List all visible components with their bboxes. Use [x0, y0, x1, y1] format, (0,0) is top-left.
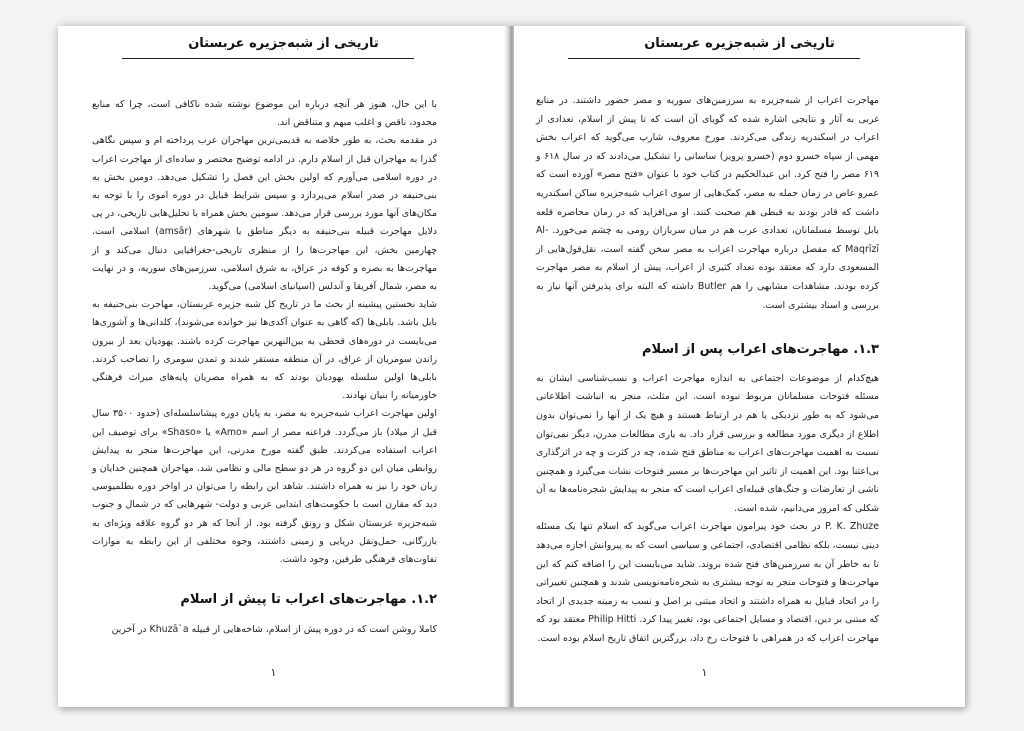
paragraph: کاملا روشن است که در دوره پیش از اسلام، شاخه‌هایی از قبیله Khuzā`a در آخرین — [111, 624, 437, 636]
section-heading: ۱.۳. مهاجرت‌های اعراب پس از اسلام — [641, 342, 879, 358]
section-heading: ۱.۲. مهاجرت‌های اعراب تا پیش از اسلام — [180, 592, 437, 608]
running-head: تاریخی از شبه‌جزیره عربستان — [188, 36, 379, 51]
left-page — [58, 26, 509, 707]
page-number: ۱ — [270, 666, 277, 679]
running-head: تاریخی از شبه‌جزیره عربستان — [644, 36, 835, 51]
page-number: ۱ — [701, 666, 708, 679]
paragraph: مهاجرت اعراب از شبه‌جزیره به سرزمین‌های سوریه و مصر حضور داشتند. در منابع غربی به آثار و نتایجی اشاره شده که گویای آن است که تا پیش از اسلام، تعدادی از اعراب در اسکندریه زندگی می‌کردند. مورخ معروف، شارپ می‌گوید که اعراب بخش مهمی از سپاه خسرو دوم (خسرو پرویز) ساسانی را تشکیل می‌دادند که در سال ۶۱۸ و ۶۱۹ مصر را فتح کرد. ابن عبدالحکیم در کتاب خود با عنوان «فتح مصر» آورده است که عمرو عاص در زمان حمله به مصر، کمک‌هایی از سوی اعراب شبه‌جزیره ساکن اسکندریه داشت که قادر بودند به قبطی هم صحبت کنند. او می‌افزاید که در زمان محاصره قلعه بابل توسط مسلمانان، تعدادی عرب هم در میان سربازان رومی به چشم می‌خورد. Al-Maqrīzī که مفصل درباره مهاجرت اعراب به مصر سخن گفته است، نقل‌قول‌هایی از المسعودی دارد که معتقد بوده تعداد کثیری از اعراب، پیش از اسلام به مصر مهاجرت کرده بودند. مشاهدات مشابهی را هم Butler داشته که البته برای پذیرفتن آنها نیاز به بررسی و اسناد بیشتری است. — [536, 95, 879, 311]
header-rule — [568, 58, 860, 59]
book-spread — [58, 26, 965, 707]
page-body — [536, 92, 879, 649]
page-body — [92, 96, 437, 640]
paragraph: هیچ‌کدام از موضوعات اجتماعی به اندازه مهاجرت اعراب و نسب‌شناسی ایشان به مسئله فتوحات مسلمانان مربوط نبوده است. این مثلث، منجر به انباشت اطلاعاتی می‌شود که به طور نزدیکی با هم در ارتباط هستند و هیچ یک از آنها را نمی‌توان بدون اطلاع از دیگری مورد مطالعه و بررسی قرار داد. به یاری مطالعات مدرن، دیگر نمی‌توان نسبت به اهمیت مهاجرت‌های اعراب به مناطق فتح شده، چه در کثرت و چه در اثرگذاری بی‌اعتنا بود. این اهمیت از تاثیر این مهاجرت‌ها بر مسیر فتوحات نشات می‌گیرد و همچنین ناشی از تعارضات و جنگ‌های قبیله‌ای اعراب است که منجر به پیدایش شجره‌نامه‌ها به آن شکلی که امروز می‌دانیم، شده است. — [536, 372, 879, 514]
right-page — [514, 26, 965, 707]
paragraph: در مقدمه بحث، به طور خلاصه به قدیمی‌ترین مهاجران عرب پرداخته ام و سپس نگاهی گذرا به مهاجران قبل از اسلام دارم. در ادامه توضیح مختصر و ساده‌ای از مهاجرت اعراب در دوره اسلامی می‌آورم که اولین بخش این فصل را تشکیل می‌دهد. دومین بخش به بنی‌حنیفه در صدر اسلام می‌پردازد و سپس شرایط قبایل در دوره اموی را با توجه به مکان‌های آنها مورد بررسی قرار می‌دهد. سومین بخش همراه با تحلیل‌هایی تاریخی، در پی دلایل مهاجرت قبیله بنی‌حنیفه به دیگر مناطق یا شهرهای (amsār) اسلامی است. چهارمین بخش، این مهاجرت‌ها را از منظری تاریخی-جغرافیایی دنبال می‌کند و از مهاجرت‌ها به بصره و کوفه در عراق، به شرق اسلامی، سرزمین‌های سوریه، و در نهایت به مصر، شمال آفریقا و آندلس (اسپانیای اسلامی) می‌گوید. — [92, 135, 438, 293]
paragraph: اولین مهاجرت اعراب شبه‌جزیره به مصر، به پایان دوره پیشاسلسله‌ای (حدود ۳۵۰۰ سال قبل از میلاد) باز می‌گردد. فراعنه مصر از اسم «Amo» یا «Shaso» برای توصیف این اعراب استفاده می‌کردند. طبق گفته مورخ مدرنی، این مهاجرت‌ها منجر به پیدایش روابطی میان این دو گروه در هر دو سطح مالی و نظامی شد. مهاجران همچنین خدایان و زبان خود را نیز به همراه داشتند. شاهد این رابطه را می‌توان در اواخر دوره بطلمیوسی دید که مقارن است با حکومت‌های ابتدایی عربی و دولت- شهرهایی که در شمال و جنوب شبه‌جزیره عربستان شکل و رونق گرفته بود. از آنجا که هر دو گروه علاقه ویژه‌ای به بازرگانی، حمل‌ونقل دریایی و زمینی داشتند، وجوه مختلفی از این رابطه به موازات تفاوت‌های فرهنگی طرفین، وجود داشت. — [92, 408, 437, 566]
header-rule — [122, 58, 414, 59]
paragraph: شاید نخستین پیشینه از بحث ما در تاریخ کل شبه جزیره عربستان، مهاجرت بنی‌حنیفه به بابل باشد. بابلی‌ها (که گاهی به عنوان آکدی‌ها نیز خوانده می‌شوند)، کلدانی‌ها و آشوری‌ها می‌بایست در دوره‌های قحطی به بین‌النهرین مهاجرت کرده باشند. یهودیان بعد از بیرون راندن سومریان از عراق، در آن منطقه مستقر شدند و تمدن سومری را تصاحب کردند. بابلی‌ها اولین سلسله یهودیان بودند که به همراه مصریان پایه‌های میراث فرهنگی خاورمیانه را بنیان نهادند. — [92, 299, 437, 402]
paragraph: P. K. Zhuze در بحث خود پیرامون مهاجرت اعراب می‌گوید که اسلام تنها یک مسئله دینی نیست، بلکه نظامی اقتصادی، اجتماعی و سیاسی است که به پیروانش اجازه می‌دهد تا به خاطر آن به سرزمین‌های فتح شده بروند. شاید می‌بایست این را اضافه کنم که این مهاجرت‌ها و فتوحات منجر به توجه بیشتری به شجره‌نامه‌نویسی شدند و همچنین تغییراتی را در اتحاد قبایل به همراه داشتند و اتحاد مبتنی بر اصل و نسب به زمینه جدیدی از اتحاد که مبتنی بر دین، اقتصاد و مسایل اجتماعی بود، تغییر پیدا کرد. Philip Hitti معتقد بود که مهاجرت اعراب که در همراهی با فتوحات رخ داد، بزرگترین اتفاق تاریخ اسلام بوده است. — [536, 521, 880, 645]
paragraph: با این حال، هنوز هر آنچه درباره این موضوع نوشته شده ناکافی است، چرا که منابع محدود، ناقص و اغلب مبهم و متناقض اند. — [92, 99, 437, 129]
